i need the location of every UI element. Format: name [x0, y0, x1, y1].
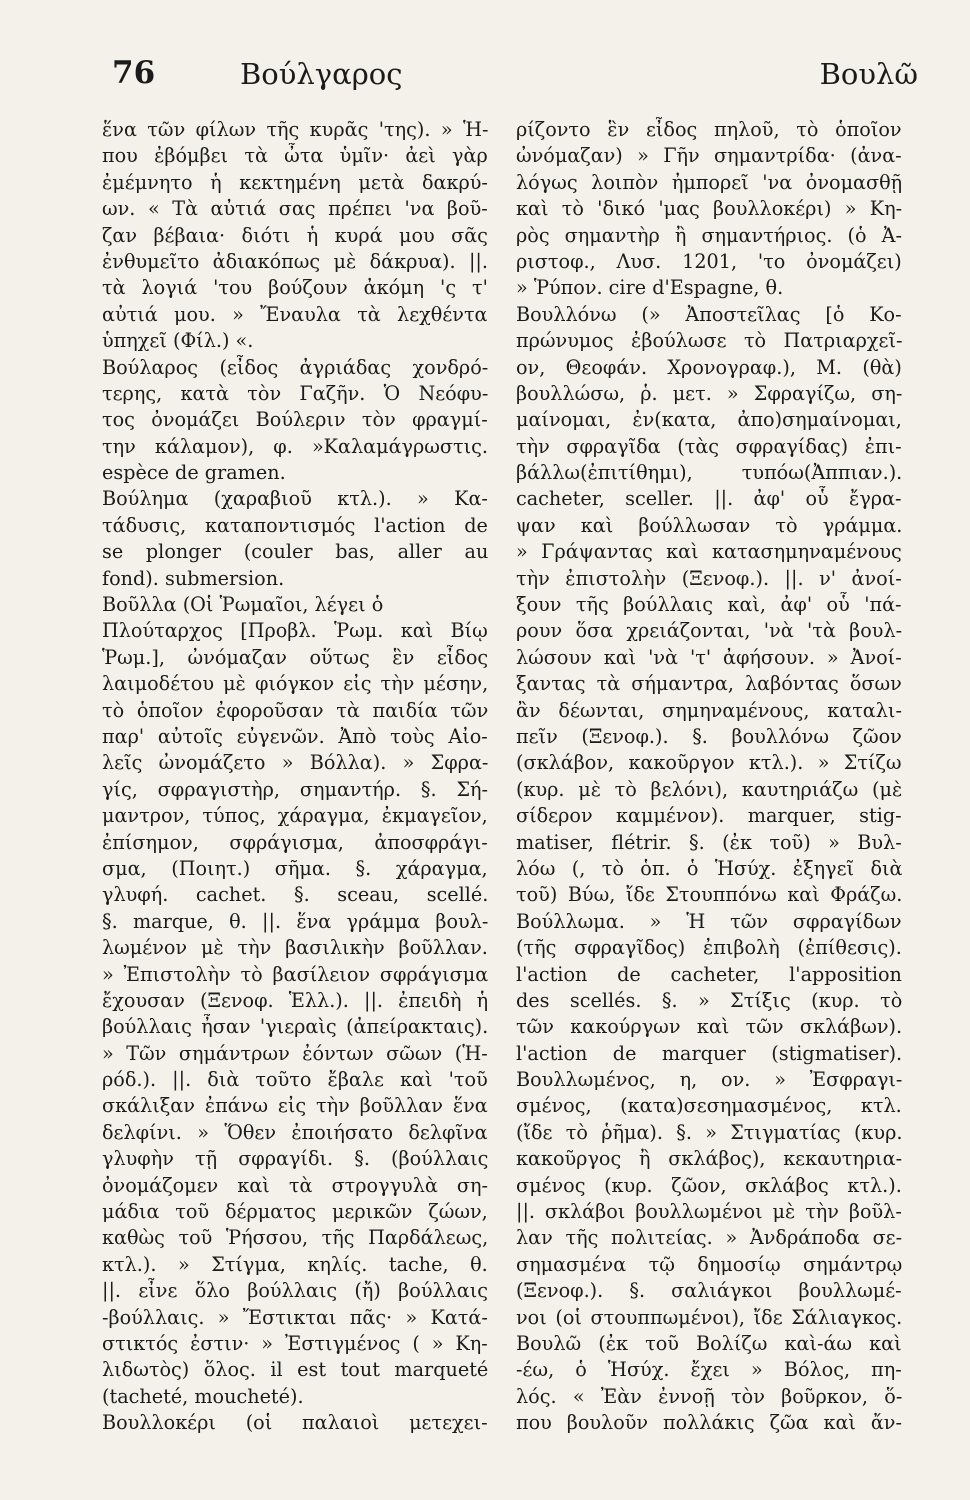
text-line: κακοῦργος ἢ σκλάβος), κεκαυτηρια-	[516, 1147, 902, 1171]
text-line: μαίνομαι, ἐν(κατα, ἀπο)σημαίνομαι,	[516, 408, 902, 432]
right-column	[516, 117, 902, 1437]
text-line: σμένος (κυρ. ζῶον, σκλάβος κτλ.).	[516, 1173, 902, 1197]
text-line: τὴν σφραγῖδα (τὰς σφραγίδας) ἐπι-	[516, 434, 902, 458]
text-line: σίδερον καμμένον). marquer, stig-	[516, 804, 902, 828]
text-line: ξαντας τὰ σήμαντρα, λαβόντας ὅσων	[516, 672, 902, 696]
text-line: αὐτιά μου. » Ἔναυλα τὰ λεχθέντα	[102, 302, 488, 326]
page-number: 76	[112, 55, 156, 91]
text-line: τὸ ὁποῖον ἐφοροῦσαν τὰ παιδία τῶν	[102, 698, 488, 722]
text-line: ξουν τῆς βούλλαις καὶ, ἀφ' οὗ 'πά-	[516, 593, 902, 617]
text-line: καὶ τὸ 'δικό 'μας βουλλοκέρι) » Κη-	[516, 197, 902, 221]
text-line: (σκλάβον, κακοῦργον κτλ.). » Στίζω	[516, 751, 902, 775]
text-line: ἐμέμνητο ἡ κεκτημένη μετὰ δακρύ-	[102, 170, 488, 194]
text-line: l'action de cacheter, l'apposition	[516, 962, 902, 986]
text-line: που βουλοῦν πολλάκις ζῶα καὶ ἄν-	[516, 1411, 902, 1435]
text-line: λός. « Ἐὰν ἐννοῇ τὸν βοῦρκον, ὅ-	[516, 1384, 902, 1408]
text-line: ζαν βέβαια· διότι ἡ κυρά μου σᾶς	[102, 223, 488, 247]
text-line: λιδωτὸς) ὅλος. il est tout marqueté	[102, 1358, 488, 1382]
text-line: » Γράψαντας καὶ κατασημηναμένους	[516, 540, 902, 564]
text-line: » Ῥύπον. cire d'Espagne, θ.	[516, 276, 784, 300]
left-headword: Βούλγαρος	[240, 57, 403, 91]
text-line: se plonger (couler bas, aller au	[102, 540, 488, 564]
text-line: Βουλλωμένος, η, ον. » Ἐσφραγι-	[516, 1068, 902, 1092]
text-line: σμένος, (κατα)σεσημασμένος, κτλ.	[516, 1094, 902, 1118]
text-line: γλυφὴν τῇ σφραγίδι. §. (βούλλαις	[102, 1147, 488, 1171]
text-line: λαιμοδέτου μὲ φιόγκον εἰς τὴν μέσην,	[102, 672, 488, 696]
text-line: την κάλαμον), φ. »Καλαμάγρωστις.	[102, 434, 488, 458]
running-header	[112, 55, 918, 103]
text-line: ων. « Τὰ αὐτιά σας πρέπει 'να βοῦ-	[102, 197, 488, 221]
right-headword: Βουλῶ	[819, 57, 918, 91]
text-line: ἂν δέωνται, σημηναμένους, καταλι-	[516, 698, 902, 722]
text-line: τὰ λογιά 'του βούζουν ἀκόμη 'ς τ'	[102, 276, 488, 300]
text-line: ||. σκλάβοι βουλλωμένοι μὲ τὴν βοῦλ-	[516, 1200, 902, 1224]
text-line: (τῆς σφραγῖδος) ἐπιβολὴ (ἐπίθεσις).	[516, 936, 902, 960]
text-line: νοι (οἱ στουππωμένοι), ἴδε Σάλιαγκος.	[516, 1305, 902, 1329]
text-line: τοῦ) Βύω, ἴδε Στουππόνω καὶ Φράζω.	[516, 883, 902, 907]
text-line: Βουλλόνω (» Ἀποστεῖλας [ὁ Κο-	[516, 302, 902, 326]
text-line: στικτός ἐστιν· » Ἐστιγμένος ( » Κη-	[102, 1331, 488, 1355]
text-line: » Τῶν σημάντρων ἐόντων σῶων (Ἡ-	[102, 1041, 488, 1065]
text-line: ὠνόμαζαν) » Γῆν σημαντρίδα· (ἀνα-	[516, 144, 902, 168]
text-line: cacheter, sceller. ||. ἀφ' οὗ ἔγρα-	[516, 487, 902, 511]
text-line: des scellés. §. » Στίξις (κυρ. τὸ	[516, 988, 902, 1012]
left-column	[102, 117, 488, 1437]
text-line: λαν τῆς πολιτείας. » Ἀνδράποδα σε-	[516, 1226, 902, 1250]
text-line: τῶν κακούργων καὶ τῶν σκλάβων).	[516, 1015, 902, 1039]
text-line: τάδυσις, καταποντισμός l'action de	[102, 513, 488, 537]
text-line: γλυφή. cachet. §. sceau, scellé.	[102, 883, 488, 907]
text-line: πρώνυμος ἐβούλωσε τὸ Πατριαρχεῖ-	[516, 329, 902, 353]
text-line: ἐνθυμεῖτο ἀδιακόπως μὲ δάκρυα). ||.	[102, 249, 488, 273]
text-line: ἕνα τῶν φίλων τῆς κυρᾶς 'της). » Ἡ-	[102, 118, 488, 141]
text-line: σκάλιξαν ἐπάνω εἰς τὴν βοῦλλαν ἕνα	[102, 1094, 488, 1118]
text-line: Βουλλοκέρι (οἱ παλαιοὶ μετεχει-	[102, 1411, 488, 1435]
text-line: ρὸς σημαντὴρ ἢ σημαντήριος. (ὁ Ἀ-	[516, 223, 902, 247]
text-line: που ἐβόμβει τὰ ὦτα ὑμῖν· ἀεὶ γὰρ	[102, 144, 488, 168]
text-line: ||. εἶνε ὅλο βούλλαις (ἤ) βούλλαις	[102, 1279, 488, 1303]
text-line: » Ἐπιστολὴν τὸ βασίλειον σφράγισμα	[102, 962, 488, 986]
text-line: Ῥωμ.], ὠνόμαζαν οὕτως ἓν εἶδος	[102, 645, 488, 669]
text-line: espèce de gramen.	[102, 461, 286, 485]
text-line: τερης, κατὰ τὸν Γαζῆν. Ὁ Νεόφυ-	[102, 381, 488, 405]
text-line: πεῖν (Ξενοφ.). §. βουλλόνω ζῶον	[516, 724, 902, 748]
text-line: Βουλῶ (ἐκ τοῦ Βολίζω καὶ-άω καὶ	[516, 1331, 902, 1355]
text-line: ἐπίσημον, σφράγισμα, ἀποσφράγι-	[102, 830, 488, 854]
text-line: (Ξενοφ.). §. σαλιάγκοι βουλλωμέ-	[516, 1279, 902, 1303]
text-line: §. marque, θ. ||. ἕνα γράμμα βουλ-	[102, 909, 488, 933]
text-line: καθὼς τοῦ Ῥήσσου, τῆς Παρδάλεως,	[102, 1226, 488, 1250]
text-line: Βούλημα (χαραβιοῦ κτλ.). » Κα-	[102, 487, 488, 511]
text-line: μαντρον, τύπος, χάραγμα, ἐκμαγεῖον,	[102, 804, 488, 828]
text-line: λωμένον μὲ τὴν βασιλικὴν βοῦλλαν.	[102, 936, 488, 960]
text-line: ρόδ.). ||. διὰ τοῦτο ἔβαλε καὶ 'τοῦ	[102, 1068, 488, 1092]
text-line: βουλλώσω, ῥ. μετ. » Σφραγίζω, ση-	[516, 381, 902, 405]
text-line: Βοῦλλα (Οἱ Ῥωμαῖοι, λέγει ὁ	[102, 593, 384, 617]
text-line: τος ὀνομάζει Βούλεριν τὸν φραγμί-	[102, 408, 488, 432]
text-line: μάδια τοῦ δέρματος μερικῶν ζώων,	[102, 1200, 488, 1224]
text-line: κτλ.). » Στίγμα, κηλίς. tache, θ.	[102, 1252, 488, 1276]
text-line: βάλλω(ἐπιτίθημι), τυπόω(Ἀππιαν.).	[516, 461, 902, 485]
text-line: ριστοφ., Λυσ. 1201, 'το ὀνομάζει)	[516, 249, 902, 273]
text-line: σμα, (Ποιητ.) σῆμα. §. χάραγμα,	[102, 856, 488, 880]
text-line: l'action de marquer (stigmatiser).	[516, 1041, 902, 1065]
text-line: ρουν ὅσα χρειάζονται, 'νὰ 'τὰ βουλ-	[516, 619, 902, 643]
text-line: Βούλλωμα. » Ἡ τῶν σφραγίδων	[516, 909, 902, 933]
text-line: Βούλαρος (εἶδος ἀγριάδας χονδρό-	[102, 355, 488, 379]
text-line: παρ' αὐτοῖς εὐγενῶν. Ἀπὸ τοὺς Αἰο-	[102, 724, 488, 748]
text-line: Πλούταρχος [Προβλ. Ῥωμ. καὶ Βίῳ	[102, 619, 488, 643]
text-line: fond). submersion.	[102, 566, 285, 590]
text-line: ον, Θεοφάν. Χρονογραφ.), Μ. (θὰ)	[516, 355, 902, 379]
text-line: βούλλαις ἦσαν 'γιεραὶς (ἀπείρακταις).	[102, 1015, 488, 1039]
text-line: ψαν καὶ βούλλωσαν τὸ γράμμα.	[516, 513, 902, 537]
text-line: δελφίνι. » Ὅθεν ἐποιήσατο δελφῖνα	[102, 1120, 488, 1144]
text-line: γίς, σφραγιστὴρ, σημαντήρ. §. Σή-	[102, 777, 488, 801]
text-line: σημασμένα τῷ δημοσίῳ σημάντρῳ	[516, 1252, 902, 1276]
text-line: τὴν ἐπιστολὴν (Ξενοφ.). ||. ν' ἀνοί-	[516, 566, 902, 590]
text-line: ρίζοντο ἓν εἶδος πηλοῦ, τὸ ὁποῖον	[516, 118, 902, 141]
text-line: λώσουν καὶ 'νὰ 'τ' ἀφήσουν. » Ἀνοί-	[516, 645, 902, 669]
text-line: (tacheté, moucheté).	[102, 1384, 304, 1408]
text-line: λόγως λοιπὸν ἠμπορεῖ 'να ὀνομασθῇ	[516, 170, 902, 194]
text-line: λεῖς ὠνομάζετο » Βόλλα). » Σφρα-	[102, 751, 488, 775]
text-line: ἔχουσαν (Ξενοφ. Ἑλλ.). ||. ἐπειδὴ ἡ	[102, 988, 488, 1012]
text-line: -βούλλαις. » Ἔστικται πᾶς· » Κατά-	[102, 1305, 488, 1329]
text-line: ὑπηχεῖ (Φίλ.) «.	[102, 329, 254, 353]
text-line: -έω, ὁ Ἡσύχ. ἔχει » Βόλος, πη-	[516, 1358, 902, 1382]
text-line: λόω (, τὸ ὁπ. ὁ Ἡσύχ. ἐξηγεῖ διὰ	[516, 856, 902, 880]
text-line: (ἴδε τὸ ῥῆμα). §. » Στιγματίας (κυρ.	[516, 1120, 902, 1144]
text-line: matiser, flétrir. §. (ἐκ τοῦ) » Βυλ-	[516, 830, 902, 854]
text-line: (κυρ. μὲ τὸ βελόνι), καυτηριάζω (μὲ	[516, 777, 902, 801]
text-line: ὀνομάζομεν καὶ τὰ στρογγυλὰ ση-	[102, 1173, 488, 1197]
